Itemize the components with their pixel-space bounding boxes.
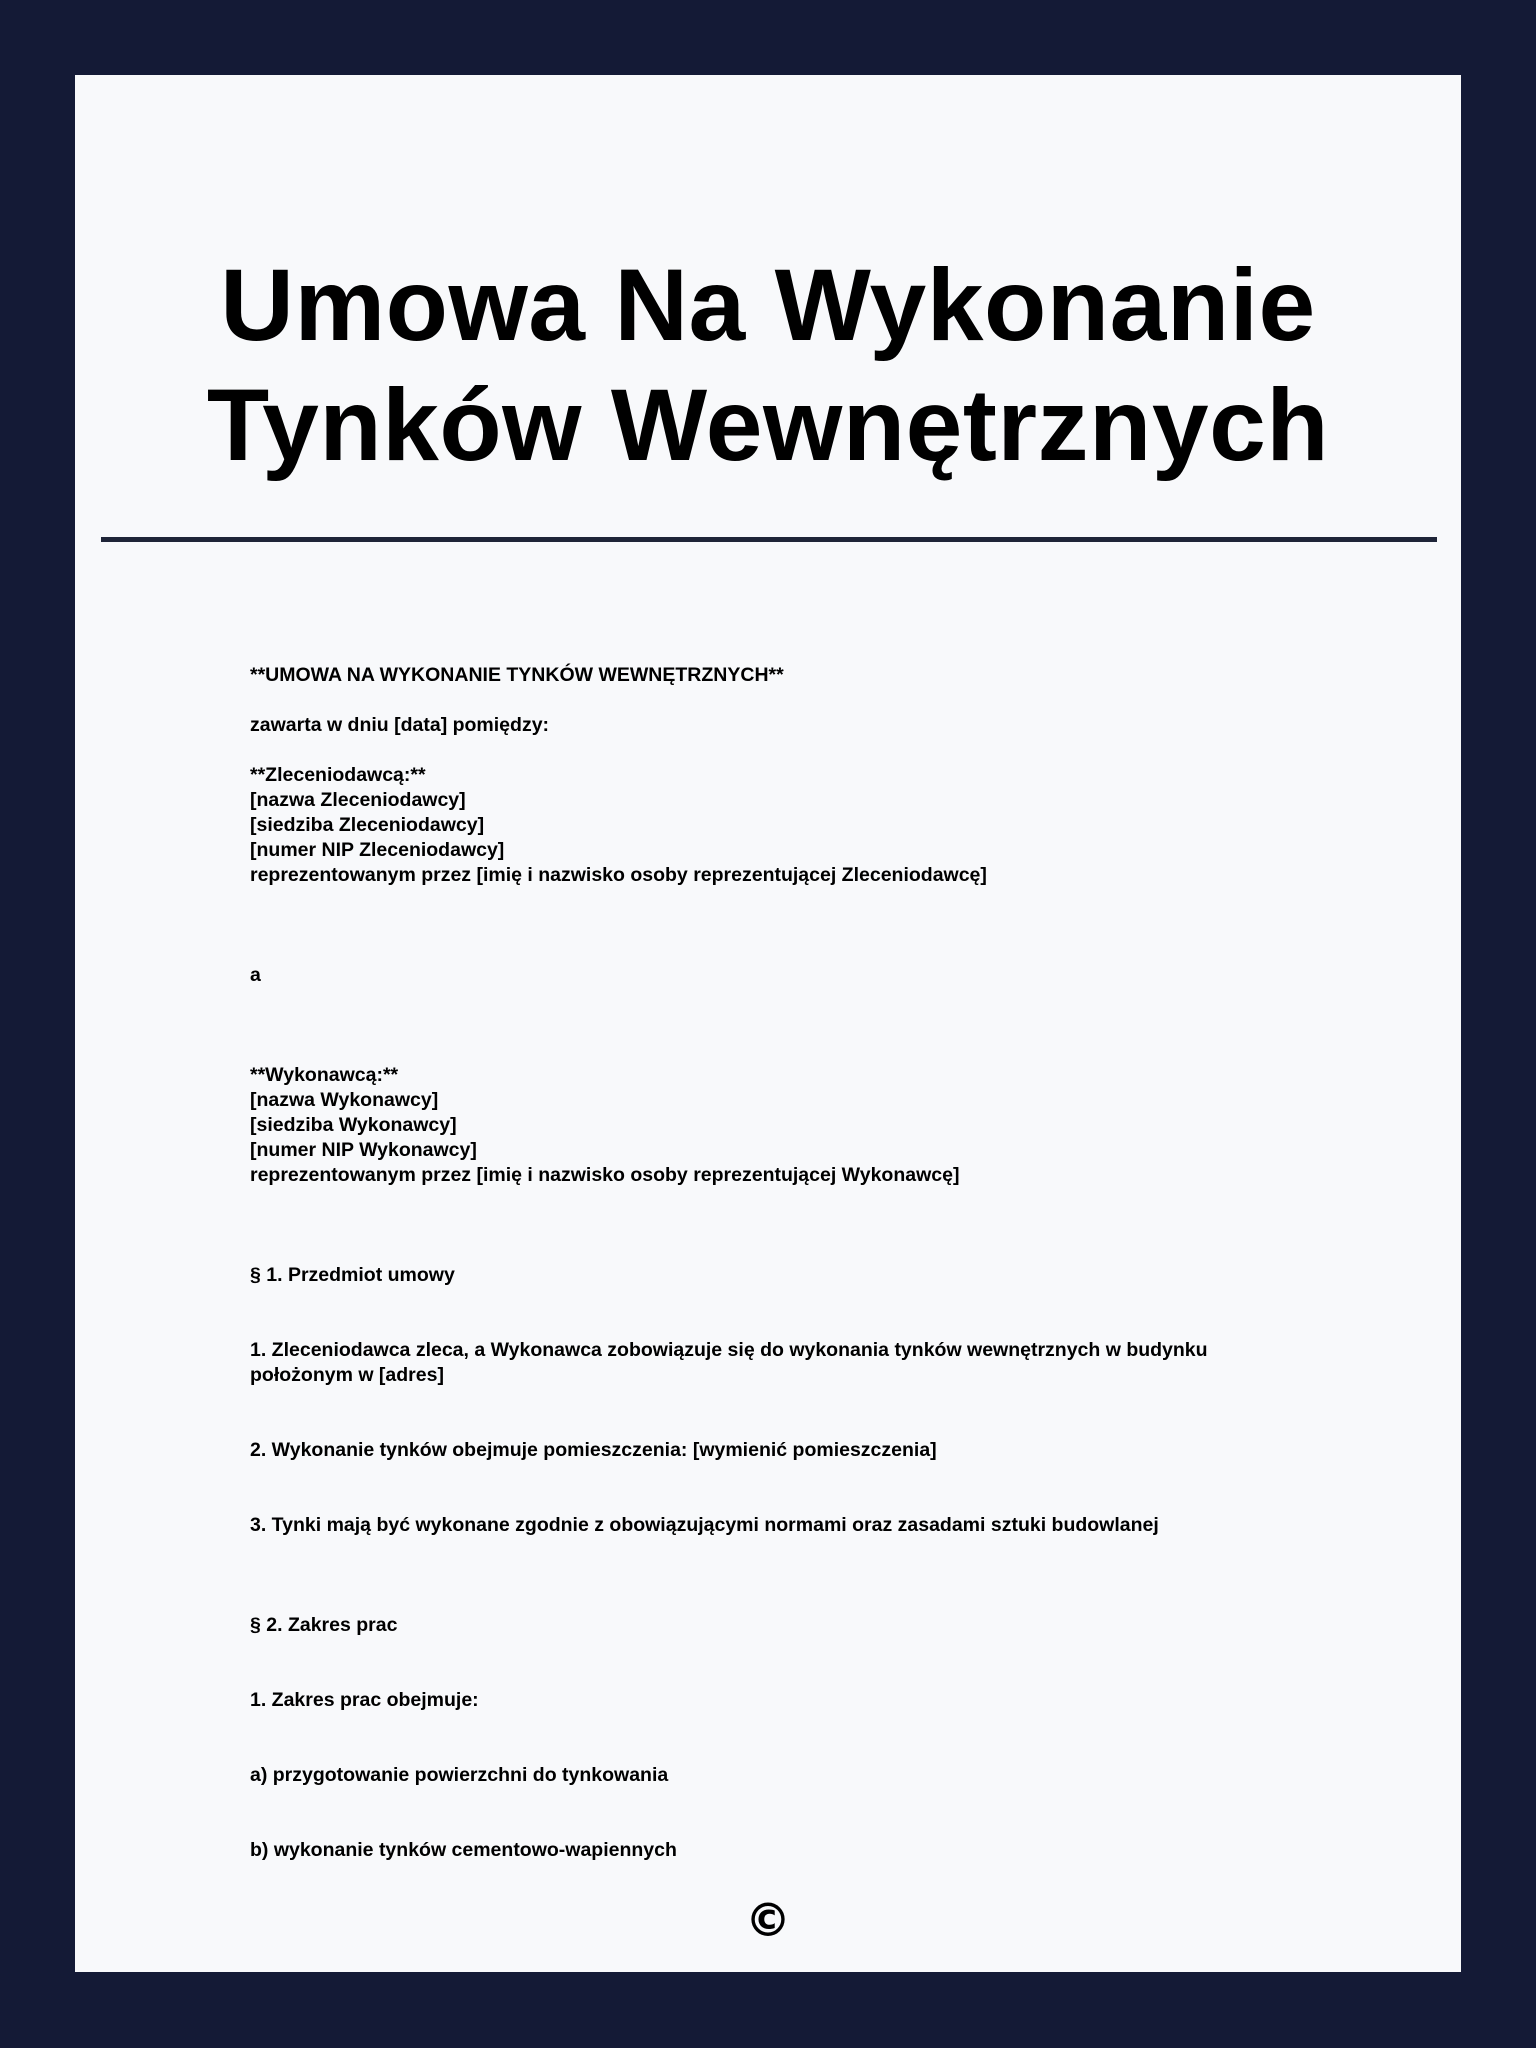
title-divider [101,537,1437,542]
client-represented: reprezentowanym przez [imię i nazwisko osoby reprezentującej Zleceniodawcę] [250,864,987,886]
section-2-item-a: a) przygotowanie powierzchni do tynkowania [250,1764,669,1786]
section-1-paragraph-1-line-1: 1. Zleceniodawca zleca, a Wykonawca zobowiązuje się do wykonania tynków wewnętrznych w budynku [250,1339,1208,1361]
section-1-title: § 1. Przedmiot umowy [250,1264,455,1286]
document-page [75,75,1461,1972]
section-2-title: § 2. Zakres prac [250,1614,398,1636]
section-2-paragraph-1: 1. Zakres prac obejmuje: [250,1689,479,1711]
contractor-seat: [siedziba Wykonawcy] [250,1114,457,1136]
contractor-nip: [numer NIP Wykonawcy] [250,1139,477,1161]
copyright-icon: © [745,1893,791,1947]
contractor-represented: reprezentowanym przez [imię i nazwisko osoby reprezentującej Wykonawcę] [250,1164,960,1186]
section-1-paragraph-2: 2. Wykonanie tynków obejmuje pomieszczenia: [wymienić pomieszczenia] [250,1439,937,1461]
section-1-paragraph-1-line-2: położonym w [adres] [250,1364,444,1386]
document-title-line-2: Tynków Wewnętrznych [206,368,1330,482]
client-label: **Zleceniodawcą:** [250,764,426,786]
contract-intro: zawarta w dniu [data] pomiędzy: [250,714,550,736]
contract-heading: **UMOWA NA WYKONANIE TYNKÓW WEWNĘTRZNYCH** [250,664,784,686]
client-seat: [siedziba Zleceniodawcy] [250,814,485,836]
client-name: [nazwa Zleceniodawcy] [250,789,466,811]
section-2-item-b: b) wykonanie tynków cementowo-wapiennych [250,1839,677,1861]
contractor-name: [nazwa Wykonawcy] [250,1089,439,1111]
contractor-label: **Wykonawcą:** [250,1064,399,1086]
conjunction-text: a [250,964,261,986]
section-1-paragraph-3: 3. Tynki mają być wykonane zgodnie z obowiązującymi normami oraz zasadami sztuki budowlanej [250,1514,1159,1536]
document-title-line-1: Umowa Na Wykonanie [220,248,1316,362]
contract-body [250,663,1310,1863]
document-title [75,245,1461,485]
client-nip: [numer NIP Zleceniodawcy] [250,839,505,861]
